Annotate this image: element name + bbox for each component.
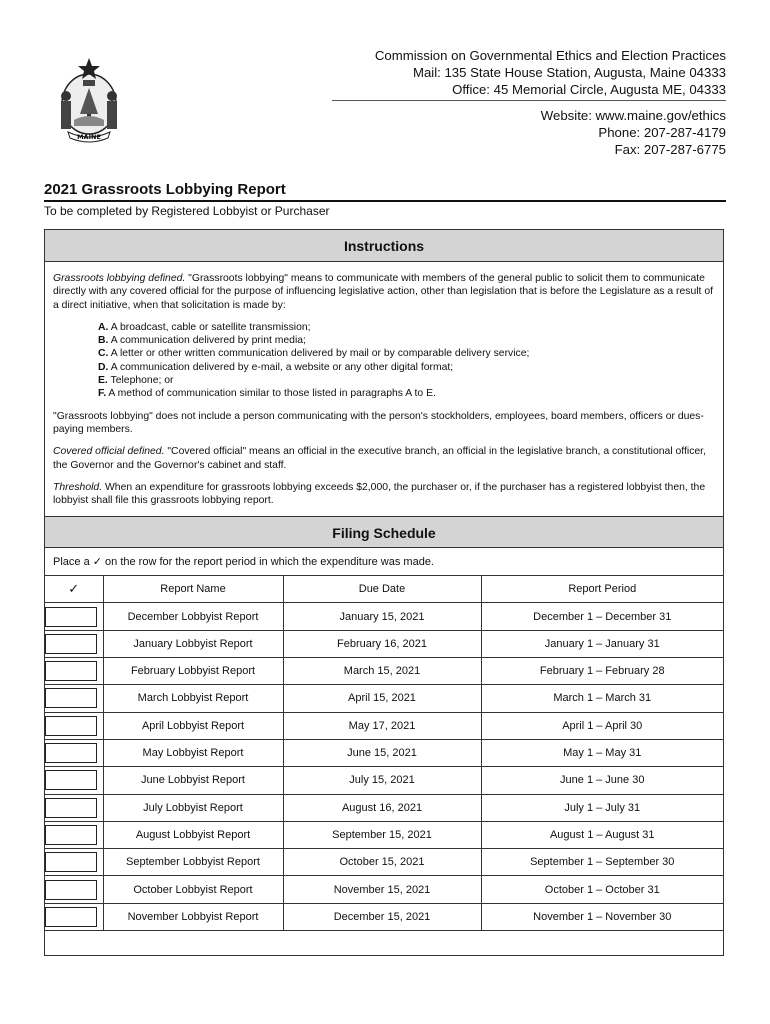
- report-checkbox[interactable]: [45, 825, 97, 845]
- list-item: C. A letter or other written communication delivered by mail or by comparable delivery service;: [98, 348, 530, 360]
- grassroots-exclusion: "Grassroots lobbying" does not include a person communicating with the person's stockholders, employees, board members, officers or dues-paying members.: [53, 410, 704, 435]
- report-period: September 1 – September 30: [481, 849, 723, 876]
- due-date: May 17, 2021: [283, 712, 481, 739]
- checkmark-icon: ✓: [92, 556, 102, 569]
- table-row: [45, 630, 723, 657]
- table-row: [45, 712, 723, 739]
- maine-state-seal-icon: [50, 52, 128, 144]
- col-header-due-date: Due Date: [283, 576, 481, 603]
- col-header-check: ✓: [45, 576, 103, 603]
- report-period: May 1 – May 31: [481, 739, 723, 766]
- seal-banner-text: MAINE: [77, 133, 101, 141]
- form-box: [44, 229, 724, 956]
- report-period: October 1 – October 31: [481, 876, 723, 903]
- report-period: January 1 – January 31: [481, 630, 723, 657]
- report-name: September Lobbyist Report: [103, 849, 283, 876]
- report-checkbox[interactable]: [45, 607, 97, 627]
- report-name: October Lobbyist Report: [103, 876, 283, 903]
- due-date: July 15, 2021: [283, 767, 481, 794]
- due-date: April 15, 2021: [283, 685, 481, 712]
- report-name: March Lobbyist Report: [103, 685, 283, 712]
- report-period: November 1 – November 30: [481, 903, 723, 930]
- table-row: [45, 876, 723, 903]
- filing-schedule-table: [45, 576, 723, 931]
- table-row: [45, 794, 723, 821]
- report-checkbox[interactable]: [45, 798, 97, 818]
- covered-official-definition: Covered official defined. "Covered official" means an official in the executive branch, an official in the legislative branch, a constitutional officer, the Governor and the Governor's cabinet and staff.: [53, 446, 706, 471]
- report-period: August 1 – August 31: [481, 821, 723, 848]
- mail-address: Mail: 135 State House Station, Augusta, Maine 04333: [412, 65, 726, 80]
- communication-methods-list: [53, 321, 715, 401]
- page-title: 2021 Grassroots Lobbying Report: [44, 181, 726, 202]
- table-row: [45, 658, 723, 685]
- report-name: June Lobbyist Report: [103, 767, 283, 794]
- report-checkbox[interactable]: [45, 716, 97, 736]
- table-row: [45, 685, 723, 712]
- report-name: April Lobbyist Report: [103, 712, 283, 739]
- instructions-heading: Instructions: [45, 230, 723, 262]
- table-row: [45, 849, 723, 876]
- report-period: December 1 – December 31: [481, 603, 723, 630]
- threshold-definition: Threshold. When an expenditure for grassroots lobbying exceeds $2,000, the purchaser or, if the purchaser has a registered lobbyist then, the lobbyist shall file this grassroots lobbying report.: [53, 481, 706, 507]
- list-item: E. Telephone; or: [98, 375, 174, 387]
- report-checkbox[interactable]: [45, 880, 97, 900]
- instructions-body: [45, 262, 723, 507]
- report-checkbox[interactable]: [45, 907, 97, 927]
- due-date: October 15, 2021: [283, 849, 481, 876]
- fax: Fax: 207-287-6775: [614, 142, 726, 157]
- report-checkbox[interactable]: [45, 743, 97, 763]
- report-period: June 1 – June 30: [481, 767, 723, 794]
- header-contact: [332, 47, 726, 158]
- report-name: January Lobbyist Report: [103, 630, 283, 657]
- page-subtitle: To be completed by Registered Lobbyist or Purchaser: [44, 204, 330, 218]
- due-date: September 15, 2021: [283, 821, 481, 848]
- due-date: June 15, 2021: [283, 739, 481, 766]
- due-date: August 16, 2021: [283, 794, 481, 821]
- report-name: August Lobbyist Report: [103, 821, 283, 848]
- report-period: April 1 – April 30: [481, 712, 723, 739]
- report-checkbox[interactable]: [45, 661, 97, 681]
- header-divider: [332, 100, 726, 101]
- report-name: December Lobbyist Report: [103, 603, 283, 630]
- website: Website: www.maine.gov/ethics: [540, 108, 726, 123]
- due-date: November 15, 2021: [283, 876, 481, 903]
- report-name: February Lobbyist Report: [103, 658, 283, 685]
- due-date: December 15, 2021: [283, 903, 481, 930]
- table-header-row: [45, 576, 723, 603]
- due-date: January 15, 2021: [283, 603, 481, 630]
- due-date: February 16, 2021: [283, 630, 481, 657]
- list-item: A. A broadcast, cable or satellite transmission;: [98, 321, 311, 333]
- filing-schedule-heading: Filing Schedule: [45, 516, 723, 548]
- report-name: November Lobbyist Report: [103, 903, 283, 930]
- office-address: Office: 45 Memorial Circle, Augusta ME, 04333: [452, 82, 726, 97]
- col-header-report-period: Report Period: [481, 576, 723, 603]
- table-row: [45, 739, 723, 766]
- report-period: February 1 – February 28: [481, 658, 723, 685]
- table-row: [45, 903, 723, 930]
- table-row: [45, 821, 723, 848]
- report-checkbox[interactable]: [45, 688, 97, 708]
- phone: Phone: 207-287-4179: [598, 125, 726, 140]
- report-period: March 1 – March 31: [481, 685, 723, 712]
- table-row: [45, 603, 723, 630]
- list-item: F. A method of communication similar to those listed in paragraphs A to E.: [98, 388, 436, 400]
- table-row: [45, 767, 723, 794]
- list-item: B. A communication delivered by print media;: [98, 335, 306, 347]
- report-period: July 1 – July 31: [481, 794, 723, 821]
- report-name: May Lobbyist Report: [103, 739, 283, 766]
- report-checkbox[interactable]: [45, 852, 97, 872]
- due-date: March 15, 2021: [283, 658, 481, 685]
- report-name: July Lobbyist Report: [103, 794, 283, 821]
- placement-instruction: Place a ✓ on the row for the report period in which the expenditure was made.: [45, 548, 723, 576]
- list-item: D. A communication delivered by e-mail, a website or any other digital format;: [98, 361, 454, 373]
- grassroots-definition: Grassroots lobbying defined. "Grassroots lobbying" means to communicate with members of the general public to solicit them to communicate directly with any covered official for the purpose of influencing legislative action, other than legislation that is before the Legislature as a result of a direct initiative, when that solicitation is made by:: [53, 273, 713, 311]
- col-header-report-name: Report Name: [103, 576, 283, 603]
- report-checkbox[interactable]: [45, 770, 97, 790]
- org-name: Commission on Governmental Ethics and Election Practices: [374, 48, 726, 63]
- report-checkbox[interactable]: [45, 634, 97, 654]
